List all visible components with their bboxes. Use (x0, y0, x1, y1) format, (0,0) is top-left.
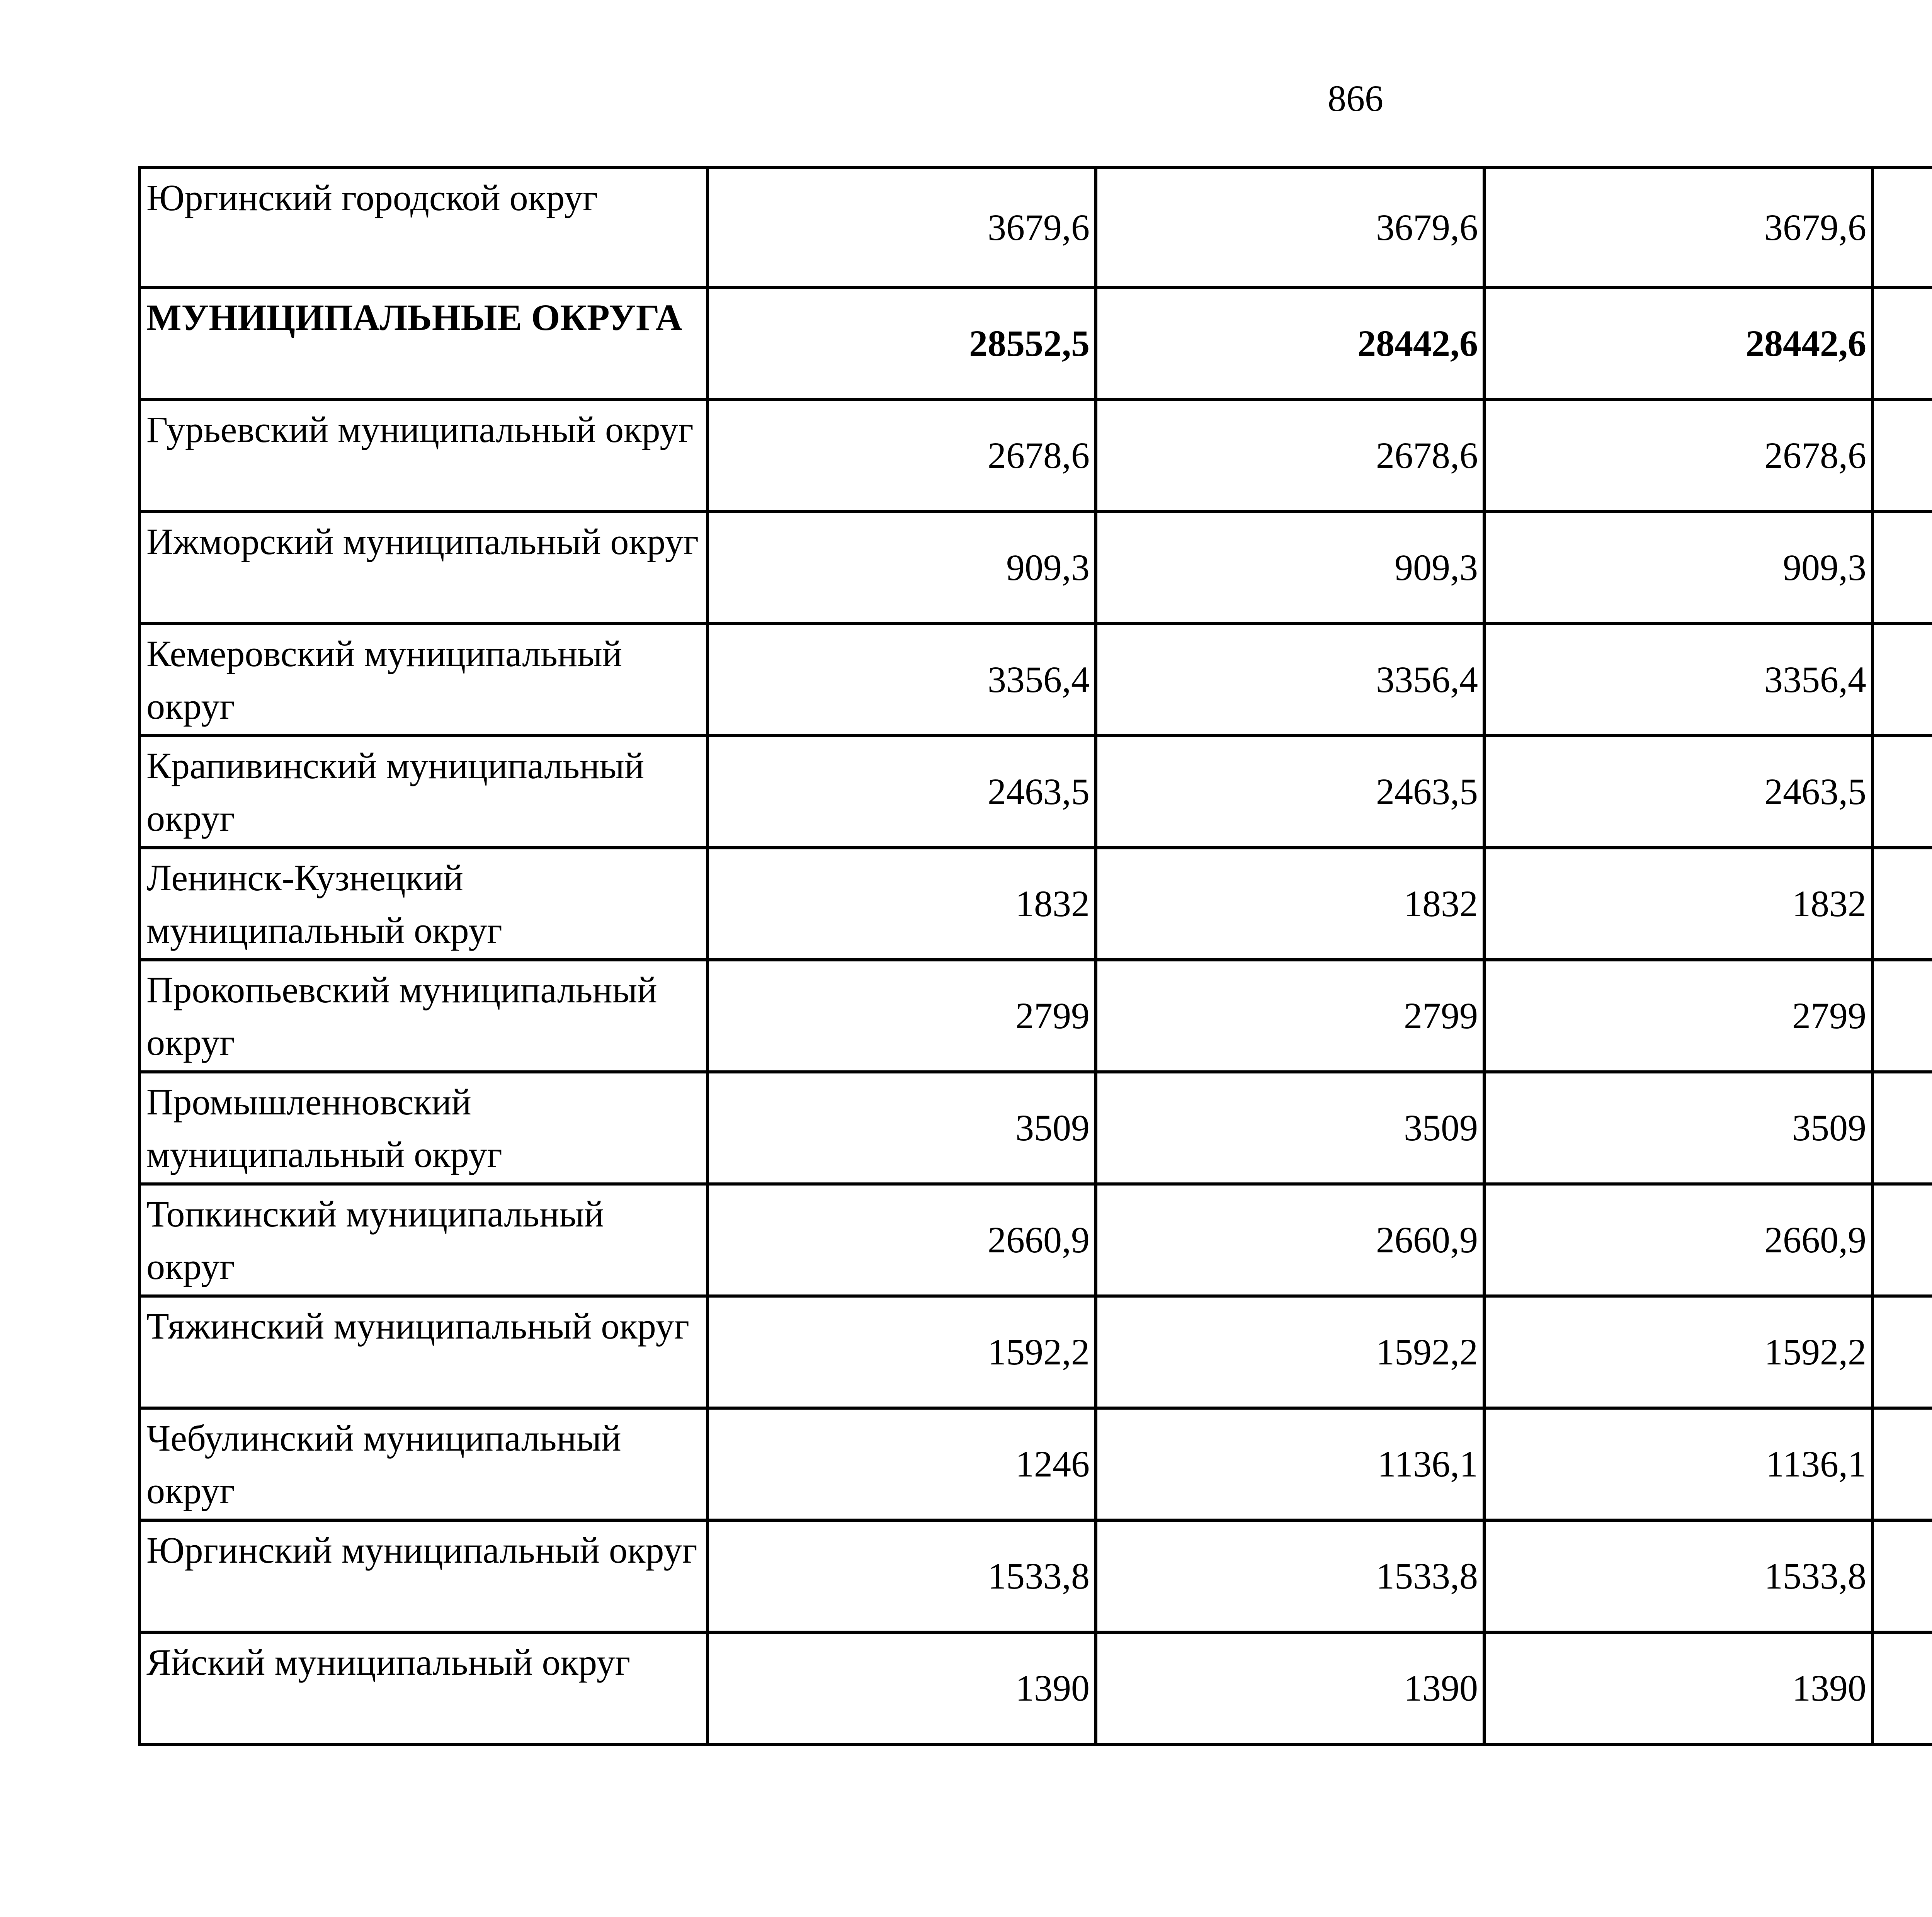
value-cell: 1832 (1096, 848, 1484, 960)
value-cell: 2463,5 (1096, 736, 1484, 848)
value-cell: 1592,2 (1484, 1296, 1872, 1408)
table-row (139, 400, 1932, 512)
value-cell: 2799 (1096, 960, 1484, 1072)
value-cell (1872, 1632, 1932, 1744)
value-cell: 1136,1 (1484, 1408, 1872, 1520)
value-cell: 2660,9 (707, 1184, 1096, 1296)
value-cell: 1592,2 (1096, 1296, 1484, 1408)
value-cell: 1136,1 (1096, 1408, 1484, 1520)
value-cell (1872, 1520, 1932, 1632)
value-cell: 28442,6 (1484, 287, 1872, 400)
value-cell: 1390 (1096, 1632, 1484, 1744)
value-cell (1872, 1184, 1932, 1296)
value-cell: 3509 (1096, 1072, 1484, 1184)
value-cell (1872, 960, 1932, 1072)
value-cell: 3679,6 (1484, 168, 1872, 287)
row-name-cell: Яйский муниципальный округ (139, 1632, 707, 1744)
table-row (139, 1408, 1932, 1520)
value-cell: 3356,4 (1096, 624, 1484, 736)
row-name-cell: Ленинск-Кузнецкий муниципальный округ (139, 848, 707, 960)
value-cell: 28552,5 (707, 287, 1096, 400)
row-name-cell: Промышленновский муниципальный округ (139, 1072, 707, 1184)
table-row (139, 960, 1932, 1072)
value-cell: 2463,5 (707, 736, 1096, 848)
value-cell: 2660,9 (1484, 1184, 1872, 1296)
value-cell: 1533,8 (1484, 1520, 1872, 1632)
table-row-section-total (139, 287, 1932, 400)
table-row (139, 1632, 1932, 1744)
value-cell: 1246 (707, 1408, 1096, 1520)
row-name-cell: Юргинский городской округ (139, 168, 707, 287)
row-name-cell: Ижморский муниципальный округ (139, 512, 707, 624)
value-cell: 3509 (1484, 1072, 1872, 1184)
section-name-cell: МУНИЦИПАЛЬНЫЕ ОКРУГА (139, 287, 707, 400)
table-row (139, 168, 1932, 287)
value-cell (1872, 736, 1932, 848)
table-row (139, 624, 1932, 736)
row-name-cell: Прокопьевский муниципальный округ (139, 960, 707, 1072)
value-cell (1872, 1296, 1932, 1408)
value-cell: 28442,6 (1096, 287, 1484, 400)
value-cell: 909,3 (1096, 512, 1484, 624)
row-name-cell: Чебулинский муниципальный округ (139, 1408, 707, 1520)
row-name-cell: Гурьевский муниципальный округ (139, 400, 707, 512)
table-row (139, 1296, 1932, 1408)
value-cell: 3679,6 (1096, 168, 1484, 287)
value-cell: 909,3 (707, 512, 1096, 624)
value-cell (1872, 168, 1932, 287)
value-cell: 3509 (707, 1072, 1096, 1184)
row-name-cell: Юргинский муниципальный округ (139, 1520, 707, 1632)
row-name-cell: Тяжинский муниципальный округ (139, 1296, 707, 1408)
value-cell: 2799 (707, 960, 1096, 1072)
value-cell: 1390 (1484, 1632, 1872, 1744)
row-name-cell: Топкинский муниципальный округ (139, 1184, 707, 1296)
value-cell: 2678,6 (707, 400, 1096, 512)
value-cell: 2660,9 (1096, 1184, 1484, 1296)
value-cell: 2463,5 (1484, 736, 1872, 848)
value-cell (1872, 287, 1932, 400)
value-cell (1872, 400, 1932, 512)
value-cell: 909,3 (1484, 512, 1872, 624)
value-cell: 1533,8 (707, 1520, 1096, 1632)
value-cell (1872, 624, 1932, 736)
value-cell: 3356,4 (707, 624, 1096, 736)
value-cell: 1832 (707, 848, 1096, 960)
value-cell: 1832 (1484, 848, 1872, 960)
row-name-cell: Кемеровский муниципальный округ (139, 624, 707, 736)
table-row (139, 848, 1932, 960)
page-number: 866 (1328, 78, 1383, 119)
row-name-cell: Крапивинский муниципальный округ (139, 736, 707, 848)
value-cell: 3356,4 (1484, 624, 1872, 736)
value-cell: 1592,2 (707, 1296, 1096, 1408)
value-cell (1872, 512, 1932, 624)
table-row (139, 736, 1932, 848)
value-cell (1872, 1072, 1932, 1184)
value-cell: 2678,6 (1484, 400, 1872, 512)
value-cell: 1390 (707, 1632, 1096, 1744)
value-cell: 2799 (1484, 960, 1872, 1072)
table-body (139, 168, 1932, 1744)
value-cell (1872, 1408, 1932, 1520)
table-row (139, 1072, 1932, 1184)
table-row (139, 1184, 1932, 1296)
data-table (138, 166, 1932, 1746)
table-row (139, 512, 1932, 624)
value-cell: 1533,8 (1096, 1520, 1484, 1632)
value-cell (1872, 848, 1932, 960)
table-row (139, 1520, 1932, 1632)
value-cell: 3679,6 (707, 168, 1096, 287)
value-cell: 2678,6 (1096, 400, 1484, 512)
